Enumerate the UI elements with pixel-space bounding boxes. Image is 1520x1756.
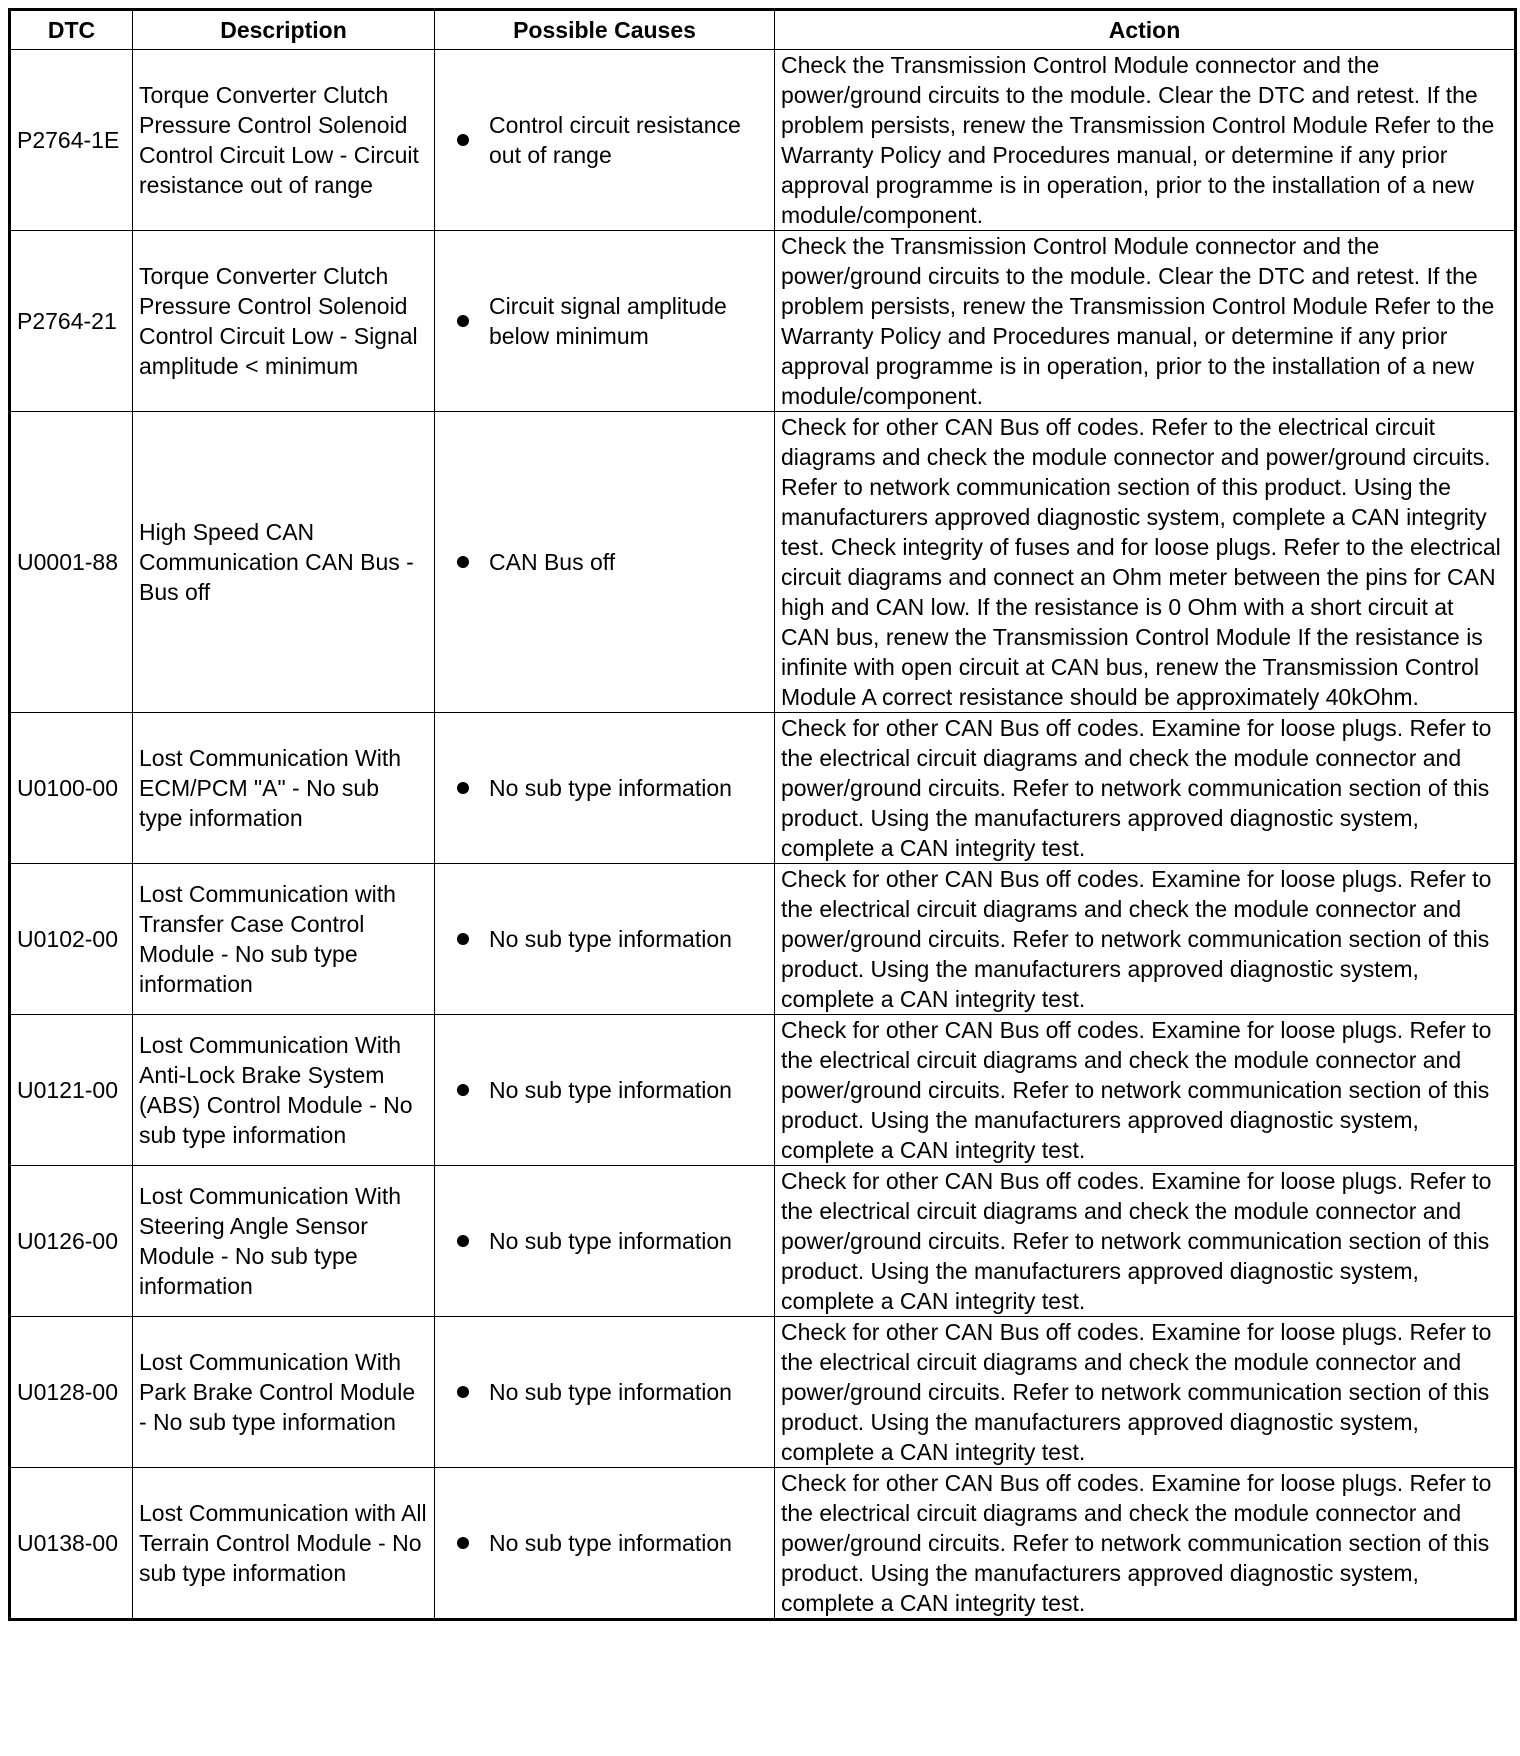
possible-cause: Circuit signal amplitude below minimum [489,293,727,349]
possible-cause-cell [435,864,775,1015]
bullet-icon [457,1386,469,1398]
dtc-code: U0138-00 [10,1468,133,1620]
possible-cause: Control circuit resistance out of range [489,112,741,168]
possible-cause-cell [435,1015,775,1166]
dtc-description: Lost Communication with All Terrain Control Module - No sub type information [133,1468,435,1620]
dtc-code: U0121-00 [10,1015,133,1166]
table-row [10,864,1516,1015]
bullet-icon [457,782,469,794]
dtc-code: U0128-00 [10,1317,133,1468]
header-dtc: DTC [10,10,133,50]
dtc-code: P2764-21 [10,231,133,412]
dtc-description: Lost Communication With Anti-Lock Brake System (ABS) Control Module - No sub type information [133,1015,435,1166]
dtc-description: Torque Converter Clutch Pressure Control Solenoid Control Circuit Low - Signal amplitude < minimum [133,231,435,412]
table-row [10,713,1516,864]
dtc-action: Check for other CAN Bus off codes. Examine for loose plugs. Refer to the electrical circuit diagrams and check the module connector and power/ground circuits. Refer to network communication section of this product. Using the manufacturers approved diagnostic system, complete a CAN integrity test. [775,1317,1516,1468]
dtc-code: U0100-00 [10,713,133,864]
possible-cause-cell [435,1317,775,1468]
possible-cause-cell [435,50,775,231]
dtc-code: P2764-1E [10,50,133,231]
dtc-action: Check for other CAN Bus off codes. Refer to the electrical circuit diagrams and check the module connector and power/ground circuits. Refer to network communication section of this product. Using the manufacturers approved diagnostic system, complete a CAN integrity test. Check integrity of fuses and for loose plugs. Refer to the electrical circuit diagrams and connect an Ohm meter between the pins for CAN high and CAN low. If the resistance is 0 Ohm with a short circuit at CAN bus, renew the Transmission Control Module If the resistance is infinite with open circuit at CAN bus, renew the Transmission Control Module A correct resistance should be approximately 40kOhm. [775,412,1516,713]
header-description: Description [133,10,435,50]
possible-cause-cell [435,412,775,713]
table-body [10,50,1516,1620]
bullet-icon [457,315,469,327]
possible-cause-cell [435,231,775,412]
bullet-icon [457,134,469,146]
possible-cause: No sub type information [489,1379,732,1405]
possible-cause: No sub type information [489,775,732,801]
bullet-icon [457,1084,469,1096]
dtc-table [8,8,1517,1621]
possible-cause-cell [435,713,775,864]
dtc-code: U0001-88 [10,412,133,713]
dtc-action: Check for other CAN Bus off codes. Examine for loose plugs. Refer to the electrical circuit diagrams and check the module connector and power/ground circuits. Refer to network communication section of this product. Using the manufacturers approved diagnostic system, complete a CAN integrity test. [775,1015,1516,1166]
dtc-description: Lost Communication With Park Brake Control Module - No sub type information [133,1317,435,1468]
header-action: Action [775,10,1516,50]
dtc-action: Check the Transmission Control Module connector and the power/ground circuits to the module. Clear the DTC and retest. If the problem persists, renew the Transmission Control Module Refer to the Warranty Policy and Procedures manual, or determine if any prior approval programme is in operation, prior to the installation of a new module/component. [775,50,1516,231]
dtc-action: Check for other CAN Bus off codes. Examine for loose plugs. Refer to the electrical circuit diagrams and check the module connector and power/ground circuits. Refer to network communication section of this product. Using the manufacturers approved diagnostic system, complete a CAN integrity test. [775,864,1516,1015]
possible-cause-cell [435,1468,775,1620]
dtc-description: High Speed CAN Communication CAN Bus - Bus off [133,412,435,713]
table-row [10,1166,1516,1317]
dtc-description: Lost Communication with Transfer Case Control Module - No sub type information [133,864,435,1015]
dtc-code: U0126-00 [10,1166,133,1317]
table-row [10,50,1516,231]
table-row [10,1317,1516,1468]
dtc-description: Lost Communication With Steering Angle Sensor Module - No sub type information [133,1166,435,1317]
table-row [10,231,1516,412]
bullet-icon [457,933,469,945]
possible-cause: CAN Bus off [489,549,616,575]
possible-cause: No sub type information [489,1228,732,1254]
dtc-description: Lost Communication With ECM/PCM "A" - No sub type information [133,713,435,864]
dtc-action: Check for other CAN Bus off codes. Examine for loose plugs. Refer to the electrical circuit diagrams and check the module connector and power/ground circuits. Refer to network communication section of this product. Using the manufacturers approved diagnostic system, complete a CAN integrity test. [775,1468,1516,1620]
dtc-code: U0102-00 [10,864,133,1015]
possible-cause: No sub type information [489,1530,732,1556]
table-row [10,1468,1516,1620]
table-row [10,412,1516,713]
header-row [10,10,1516,50]
header-possible-causes: Possible Causes [435,10,775,50]
possible-cause: No sub type information [489,1077,732,1103]
possible-cause: No sub type information [489,926,732,952]
possible-cause-cell [435,1166,775,1317]
bullet-icon [457,556,469,568]
dtc-action: Check the Transmission Control Module connector and the power/ground circuits to the module. Clear the DTC and retest. If the problem persists, renew the Transmission Control Module Refer to the Warranty Policy and Procedures manual, or determine if any prior approval programme is in operation, prior to the installation of a new module/component. [775,231,1516,412]
dtc-action: Check for other CAN Bus off codes. Examine for loose plugs. Refer to the electrical circuit diagrams and check the module connector and power/ground circuits. Refer to network communication section of this product. Using the manufacturers approved diagnostic system, complete a CAN integrity test. [775,1166,1516,1317]
table-row [10,1015,1516,1166]
dtc-action: Check for other CAN Bus off codes. Examine for loose plugs. Refer to the electrical circuit diagrams and check the module connector and power/ground circuits. Refer to network communication section of this product. Using the manufacturers approved diagnostic system, complete a CAN integrity test. [775,713,1516,864]
bullet-icon [457,1537,469,1549]
bullet-icon [457,1235,469,1247]
dtc-description: Torque Converter Clutch Pressure Control Solenoid Control Circuit Low - Circuit resistance out of range [133,50,435,231]
